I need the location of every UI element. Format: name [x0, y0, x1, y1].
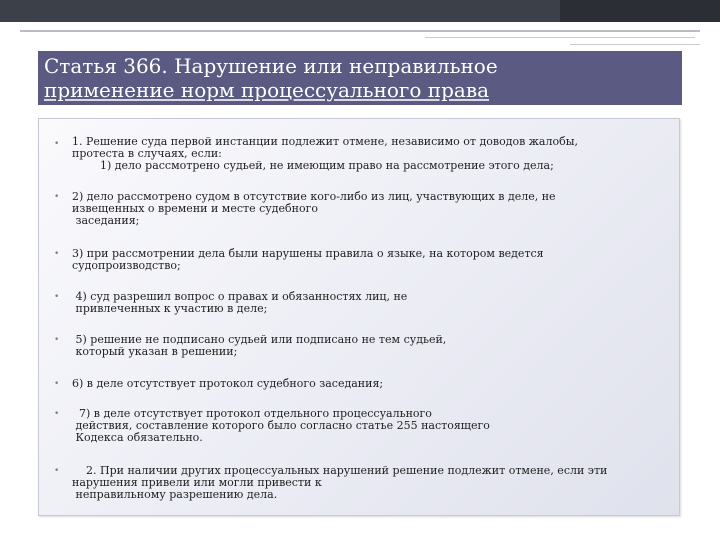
list-item-text: 4) суд разрешил вопрос о правах и обязанностях лиц, не привлеченных к участию в деле;: [75, 290, 408, 315]
title-line-1: Статья 366. Нарушение или неправильное: [44, 54, 498, 78]
top-band-accent: [560, 0, 720, 22]
header-rule: [20, 30, 700, 32]
bullet: •: [54, 192, 60, 202]
title-line-2: применение норм процессуального права: [44, 78, 490, 102]
bullet: •: [54, 292, 60, 302]
list-item-text: 2) дело рассмотрено судом в отсутствие кого-либо из лиц, участвующих в деле, не извещенных о времени и месте судебного заседания;: [72, 190, 556, 227]
bullet: •: [54, 379, 60, 389]
top-decorative-band: [0, 0, 720, 22]
header-rule-shorter: [570, 44, 700, 45]
content-panel: [38, 118, 680, 516]
list-item-text: 6) в деле отсутствует протокол судебного заседания;: [72, 377, 384, 390]
header-rule-short: [425, 37, 695, 38]
bullet: •: [54, 335, 60, 345]
bullet: •: [54, 139, 60, 149]
list-item-text: 7) в деле отсутствует протокол отдельного процессуального действия, составление которого было согласно статье 255 настоящего Кодекса обязательно.: [75, 407, 490, 444]
bullet: •: [54, 249, 60, 259]
list-item-text: 3) при рассмотрении дела были нарушены правила о языке, на котором ведется судопроизводство;: [72, 247, 544, 272]
list-item-text: 2. При наличии других процессуальных нарушений решение подлежит отмене, если эти нарушения привели или могли привести к неправильному разрешению дела.: [72, 464, 608, 501]
bullet: •: [54, 409, 60, 419]
list-item-text: 5) решение не подписано судьей или подписано не тем судьей, который указан в решении;: [75, 333, 447, 358]
bullet: •: [54, 466, 60, 476]
list-item-text: 1. Решение суда первой инстанции подлежит отмене, независимо от доводов жалобы, протеста в случаях, если: 1) дело рассмотрено судьей, не имеющим право на рассмотрение этого дела;: [72, 135, 578, 172]
slide-title: [38, 51, 682, 105]
